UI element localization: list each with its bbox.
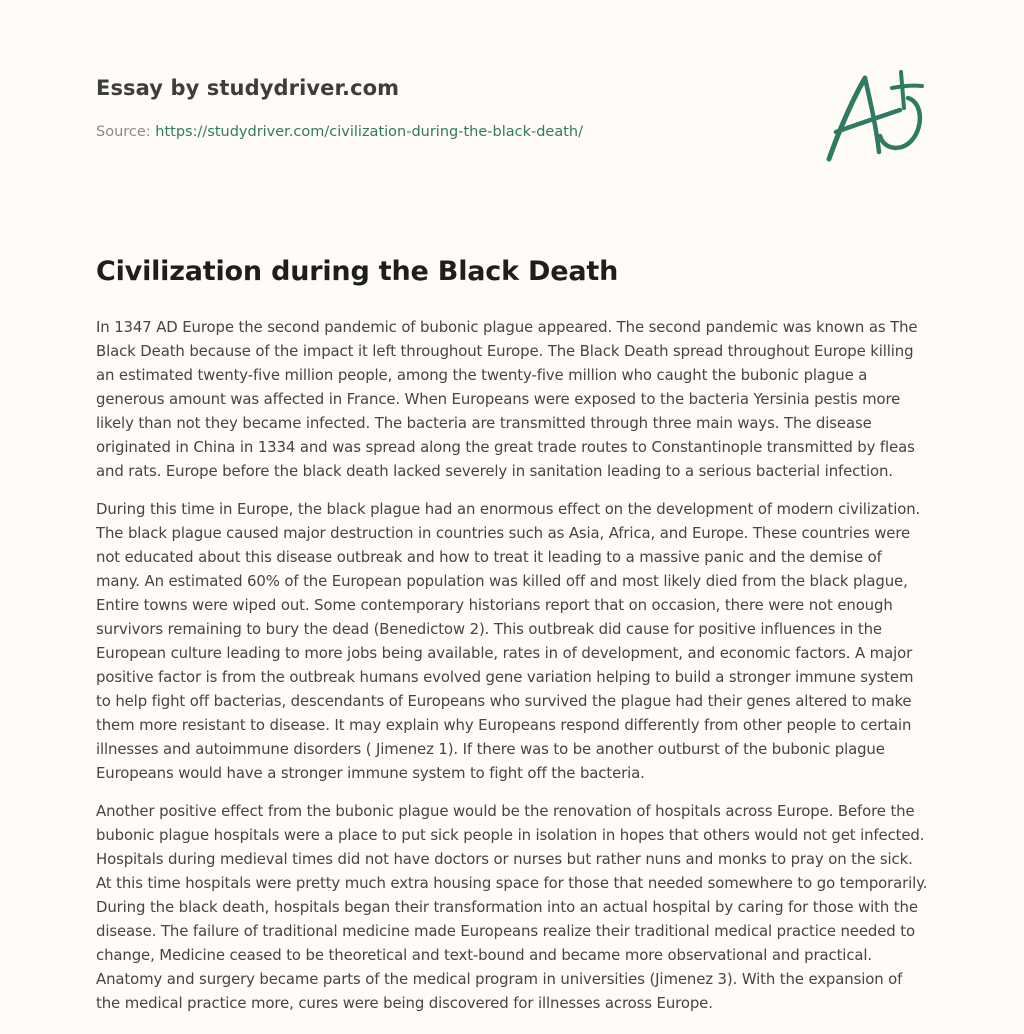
essay-paragraph-1: In 1347 AD Europe the second pandemic of bubonic plague appeared. The second pandemic was known as The Black Death because of the impact it left throughout Europe. The Black Death spread throughout Europe killing an estimated twenty-five million people, among the twenty-five million who caught the bubonic plague a generous amount was affected in France. When Europeans were exposed to the bacteria Yersinia pestis more likely than not they became infected. The bacteria are transmitted through three main ways. The disease originated in China in 1334 and was spread along the great trade routes to Constantinople transmitted by fleas and rats. Europe before the black death lacked severely in sanitation leading to a serious bacterial infection. bbox=[96, 318, 918, 480]
essay-title: Civilization during the Black Death bbox=[96, 256, 619, 287]
a-plus-logo-icon bbox=[818, 64, 928, 168]
essay-paragraph-3: Another positive effect from the bubonic plague would be the renovation of hospitals across Europe. Before the bubonic plague hospitals were a place to put sick people in isolation in hopes that others would not get infected. Hospitals during medieval times did not have doctors or nurses but rather nuns and monks to pray on the sick. At this time hospitals were pretty much extra housing space for those that needed somewhere to go temporarily. During the black death, hospitals began their transformation into an actual hospital by caring for those with the disease. The failure of traditional medicine made Europeans realize their traditional medical practice needed to change, Medicine ceased to be theoretical and text-bound and became more observational and practical. Anatomy and surgery became parts of the medical program in universities (Jimenez 3). With the expansion of the medical practice more, cures were being discovered for illnesses across Europe. bbox=[96, 802, 928, 1012]
essay-paragraph-2: During this time in Europe, the black plague had an enormous effect on the development of modern civilization. The black plague caused major destruction in countries such as Asia, Africa, and Europe. These countries were not educated about this disease outbreak and how to treat it leading to a massive panic and the demise of many. An estimated 60% of the European population was killed off and most likely died from the black plague, Entire towns were wiped out. Some contemporary historians report that on occasion, there were not enough survivors remaining to bury the dead (Benedictow 2). This outbreak did cause for positive influences in the European culture leading to more jobs being available, rates in of development, and economic factors. A major positive factor is from the outbreak humans evolved gene variation helping to build a stronger immune system to help fight off bacterias, descendants of Europeans who survived the plague had their genes altered to make them more resistant to disease. It may explain why Europeans respond differently from other people to certain illnesses and autoimmune disorders ( Jimenez 1). If there was to be another outburst of the bubonic plague Europeans would have a stronger immune system to fight off the bacteria. bbox=[96, 500, 921, 782]
site-brand: Essay by studydriver.com bbox=[96, 76, 400, 100]
source-label: Source: bbox=[96, 124, 151, 140]
source-link[interactable]: https://studydriver.com/civilization-during-the-black-death/ bbox=[155, 124, 583, 140]
source-line bbox=[96, 124, 583, 140]
essay-body bbox=[96, 315, 928, 1029]
